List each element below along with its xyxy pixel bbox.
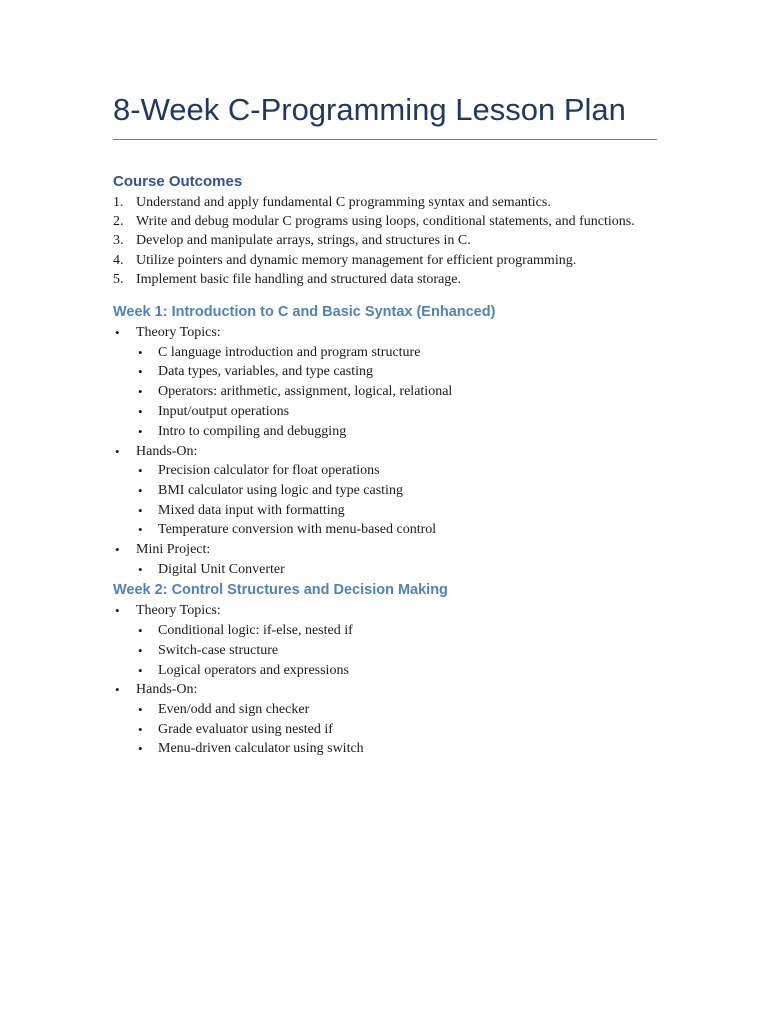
week-2-sections [113,601,673,759]
list-item [136,700,673,720]
spacer [113,289,673,301]
list-item [136,560,673,580]
section-label: Theory Topics: [136,325,221,341]
section-item [113,442,673,541]
list-item [136,520,673,540]
outcome-item [113,251,673,270]
list-item-text: Even/odd and sign checker [158,701,310,717]
list-item [136,343,673,363]
list-item [136,739,673,759]
list-item-text: Temperature conversion with menu-based control [158,522,437,538]
bullet-icon: • [138,423,143,439]
list-item [136,402,673,422]
list-item [136,641,673,661]
section-label: Hands-On: [136,682,198,698]
outcome-item [113,193,673,212]
bullet-icon: • [138,344,143,360]
list-item [136,362,673,382]
list-item [136,621,673,641]
bullet-icon: • [138,721,143,737]
list-item [136,501,673,521]
bullet-icon: • [138,622,143,638]
outcome-number: 2. [113,214,124,230]
list-item [136,481,673,501]
list-item-text: Conditional logic: if-else, nested if [158,622,353,638]
list-item-text: Menu-driven calculator using switch [158,741,364,757]
outcome-text: Develop and manipulate arrays, strings, and structures in C. [136,233,471,249]
list-item-text: Mixed data input with formatting [158,502,345,518]
outcome-number: 1. [113,195,124,210]
week-1-sections [113,323,673,579]
outcome-text: Understand and apply fundamental C programming syntax and semantics. [136,195,551,210]
bullet-icon: • [115,443,120,459]
bullet-icon: • [138,403,143,419]
bullet-icon: • [115,542,120,558]
section-item [113,540,673,579]
theory-topics-list [136,621,673,680]
section-item [113,601,673,680]
week-2-heading: Week 2: Control Structures and Decision Making [113,582,448,599]
list-item [136,661,673,681]
course-outcomes-list [113,193,673,289]
bullet-icon: • [138,522,143,538]
theory-topics-list [136,343,673,442]
list-item-text: Digital Unit Converter [158,561,285,577]
list-item-text: Operators: arithmetic, assignment, logical, relational [158,384,453,400]
section-label: Theory Topics: [136,603,221,619]
bullet-icon: • [138,741,143,757]
outcome-text: Implement basic file handling and structured data storage. [136,271,462,287]
bullet-icon: • [115,603,120,619]
list-item-text: Grade evaluator using nested if [158,721,333,737]
outcome-number: 3. [113,233,124,249]
hands-on-list [136,461,673,540]
section-label: Hands-On: [136,443,198,459]
bullet-icon: • [138,561,143,577]
list-item-text: Intro to compiling and debugging [158,423,347,439]
outcome-text: Utilize pointers and dynamic memory management for efficient programming. [136,252,577,268]
bullet-icon: • [138,642,143,658]
list-item-text: Logical operators and expressions [158,662,349,678]
bullet-icon: • [138,463,143,478]
list-item-text: Precision calculator for float operations [158,463,380,478]
list-item [136,720,673,740]
outcome-item [113,270,673,289]
bullet-icon: • [138,384,143,400]
list-item-text: Input/output operations [158,403,290,419]
outcome-number: 5. [113,271,124,287]
list-item [136,382,673,402]
section-label: Mini Project: [136,542,211,558]
list-item-text: Data types, variables, and type casting [158,364,373,380]
page-title: 8-Week C-Programming Lesson Plan [113,92,626,127]
list-item [136,422,673,442]
bullet-icon: • [138,701,143,717]
bullet-icon: • [138,364,143,380]
bullet-icon: • [115,325,120,341]
bullet-icon: • [115,682,120,698]
list-item [136,461,673,481]
section-item [113,680,673,759]
bullet-icon: • [138,502,143,518]
document-body [113,171,673,759]
list-item-text: BMI calculator using logic and type casting [158,482,403,498]
list-item-text: Switch-case structure [158,642,279,658]
outcome-number: 4. [113,252,124,268]
bullet-icon: • [138,662,143,678]
outcome-item [113,231,673,250]
week-1-heading: Week 1: Introduction to C and Basic Syntax (Enhanced) [113,304,496,321]
bullet-icon: • [138,482,143,498]
outcome-item [113,212,673,231]
section-item [113,323,673,441]
mini-project-list [136,560,673,580]
title-divider [113,139,657,140]
outcome-text: Write and debug modular C programs using loops, conditional statements, and functions. [136,214,635,230]
list-item-text: C language introduction and program structure [158,344,421,360]
course-outcomes-heading: Course Outcomes [113,173,243,190]
hands-on-list [136,700,673,759]
